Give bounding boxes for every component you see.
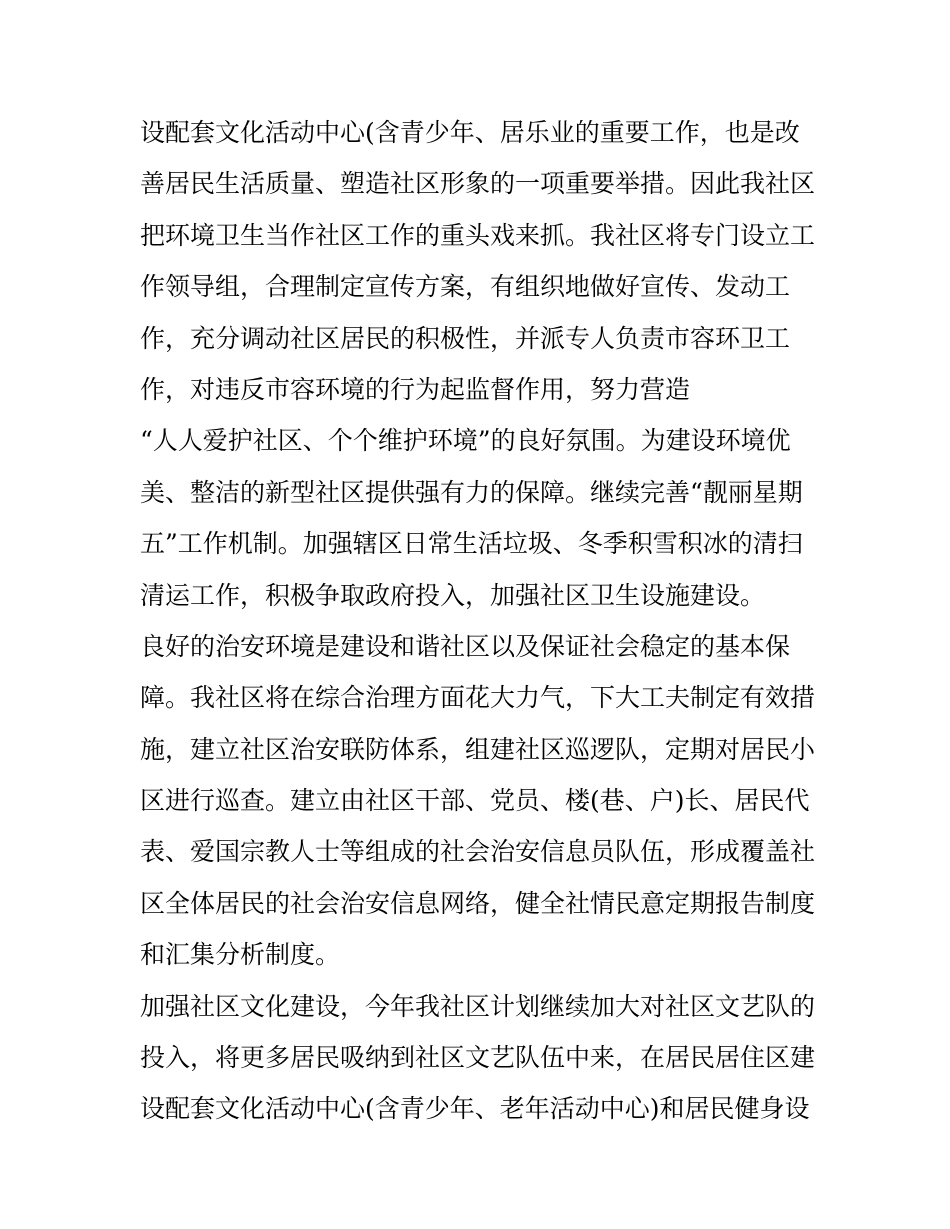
text-line: 障。我社区将在综合治理方面花大力气，下大工夫制定有效措 xyxy=(140,683,816,713)
text-line: 区进行巡查。建立由社区干部、党员、楼(巷、户)长、居民代 xyxy=(140,786,810,816)
text-line: 投入，将更多居民吸纳到社区文艺队伍中来，在居民居住区建 xyxy=(140,1043,816,1073)
text-line: 区全体居民的社会治安信息网络，健全社情民意定期报告制度 xyxy=(140,888,816,918)
body-text xyxy=(140,107,830,1135)
text-line: 和汇集分析制度。 xyxy=(140,940,341,970)
text-line: 设配套文化活动中心(含青少年、老年活动中心)和居民健身设 xyxy=(140,1094,810,1124)
text-line: 五”工作机制。加强辖区日常生活垃圾、冬季积雪积冰的清扫 xyxy=(140,529,803,559)
text-line: 作，对违反市容环境的行为起监督作用，努力营造 xyxy=(140,374,691,404)
text-line: 美、整洁的新型社区提供强有力的保障。继续完善“靓丽星期 xyxy=(140,477,803,507)
text-line: 表、爱国宗教人士等组成的社会治安信息员队伍，形成覆盖社 xyxy=(140,837,816,867)
text-line: 清运工作，积极争取政府投入，加强社区卫生设施建设。 xyxy=(140,580,766,610)
text-line: 善居民生活质量、塑造社区形象的一项重要举措。因此我社区 xyxy=(140,169,816,199)
text-line: 良好的治安环境是建设和谐社区以及保证社会稳定的基本保 xyxy=(140,631,791,661)
text-line: 作，充分调动社区居民的积极性，并派专人负责市容环卫工 xyxy=(140,323,791,353)
text-line: 施，建立社区治安联防体系，组建社区巡逻队，定期对居民小 xyxy=(140,734,816,764)
text-line: 把环境卫生当作社区工作的重头戏来抓。我社区将专门设立工 xyxy=(140,220,816,250)
text-line: 设配套文化活动中心(含青少年、居乐业的重要工作，也是改 xyxy=(140,118,800,147)
text-line: 作领导组，合理制定宣传方案，有组织地做好宣传、发动工 xyxy=(140,272,791,302)
text-line: “人人爱护社区、个个维护环境”的良好氛围。为建设环境优 xyxy=(140,426,791,456)
text-line: 加强社区文化建设，今年我社区计划继续加大对社区文艺队的 xyxy=(140,991,816,1021)
